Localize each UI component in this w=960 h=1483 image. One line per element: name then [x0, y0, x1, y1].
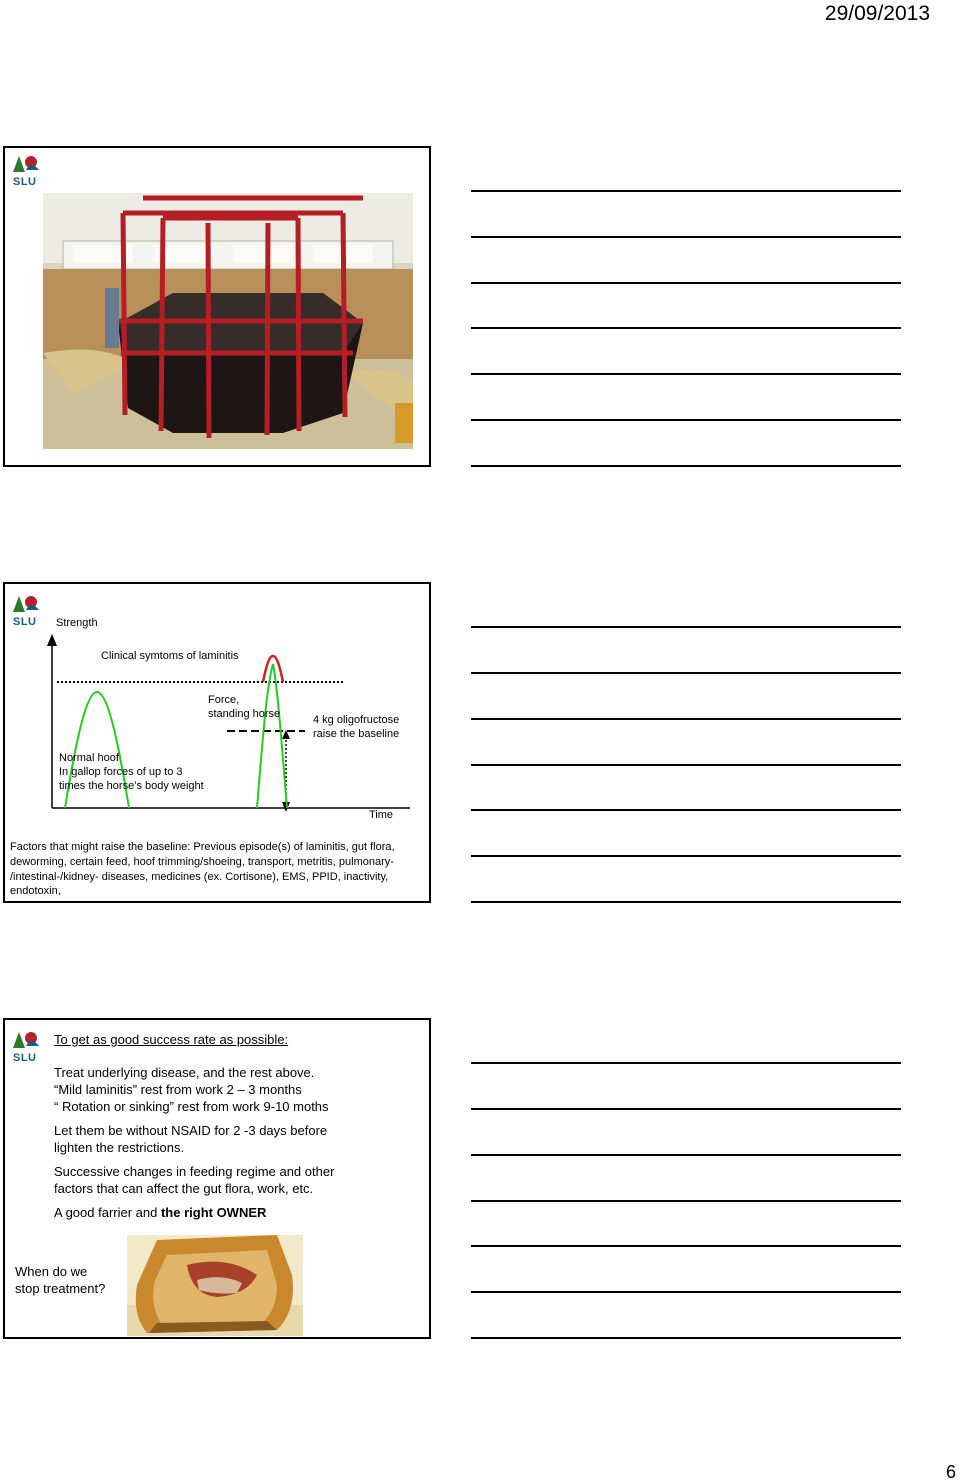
factors-line-2: deworming, certain feed, hoof trimming/shoeing, transport, metritis, pulmonary-	[10, 856, 394, 868]
note-line	[471, 236, 901, 238]
y-axis-label: Strength	[56, 617, 98, 629]
note-line	[471, 1062, 901, 1064]
date: 29/09/2013	[824, 2, 930, 25]
note-line	[471, 1200, 901, 1202]
note-line	[471, 190, 901, 192]
hoof-section-photo	[127, 1235, 303, 1336]
y-axis-arrow	[47, 634, 57, 646]
slu-logo	[9, 152, 43, 192]
slide-1	[3, 146, 431, 467]
note-line	[471, 626, 901, 628]
x-axis-label: Time	[369, 809, 394, 821]
note-line	[471, 419, 901, 421]
advice-line-5: lighten the restrictions.	[54, 1140, 185, 1155]
note-line	[471, 1291, 901, 1293]
factors-line-3: /intestinal-/kidney- diseases, medicines (ex. Cortisone), EMS, PPID, inactivity,	[10, 871, 389, 883]
logo-text: SLU	[13, 1052, 37, 1064]
advice-line-8-prefix: A good farrier and	[54, 1205, 161, 1220]
horse-stall-photo	[43, 193, 413, 449]
note-line	[471, 373, 901, 375]
normal-hoof-label-2: In gallop forces of up to 3	[59, 766, 183, 778]
slide-heading: To get as good success rate as possible:	[54, 1032, 289, 1047]
oligo-label-2: raise the baseline	[313, 728, 400, 740]
note-line	[471, 465, 901, 467]
note-line	[471, 1154, 901, 1156]
advice-line-8-bold: the right OWNER	[160, 1205, 267, 1220]
advice-line-2: “Mild laminitis” rest from work 2 – 3 months	[54, 1082, 302, 1097]
threshold-label: Clinical symtoms of laminitis	[101, 650, 239, 662]
advice-line-3: “ Rotation or sinking” rest from work 9-10 moths	[54, 1099, 329, 1114]
factors-line-1: Factors that might raise the baseline: Previous episode(s) of laminitis, gut flora,	[10, 841, 395, 853]
note-line	[471, 764, 901, 766]
normal-hoof-label-3: times the horse’s body weight	[59, 780, 204, 792]
force-curve-green	[257, 664, 287, 808]
note-line	[471, 1337, 901, 1339]
slide-3	[3, 1018, 431, 1339]
force-label-1: Force,	[208, 694, 240, 706]
advice-line-6: Successive changes in feeding regime and other	[54, 1164, 335, 1179]
note-line	[471, 327, 901, 329]
advice-line-7: factors that can affect the gut flora, work, etc.	[54, 1181, 314, 1196]
advice-line-1: Treat underlying disease, and the rest above.	[54, 1065, 315, 1080]
logo-text: SLU	[13, 176, 37, 188]
page-number: 6	[945, 1462, 956, 1482]
question-line-1: When do we	[15, 1264, 88, 1279]
question-line-2: stop treatment?	[15, 1281, 106, 1296]
note-line	[471, 282, 901, 284]
oligo-label-1: 4 kg oligofructose	[313, 714, 400, 726]
note-line	[471, 1108, 901, 1110]
slu-logo	[9, 1028, 43, 1068]
factors-line-4: endotoxin,	[10, 885, 61, 897]
advice-line-4: Let them be without NSAID for 2 -3 days before	[54, 1123, 328, 1138]
note-line	[471, 1245, 901, 1247]
advice-line-8	[54, 1204, 266, 1221]
logo-text: SLU	[13, 616, 37, 628]
slide-2	[3, 582, 431, 903]
normal-hoof-label-1: Normal hoof	[59, 752, 119, 764]
force-label-2: standing horse	[208, 708, 281, 720]
note-line	[471, 901, 901, 903]
note-line	[471, 855, 901, 857]
note-line	[471, 718, 901, 720]
note-line	[471, 672, 901, 674]
note-line	[471, 809, 901, 811]
